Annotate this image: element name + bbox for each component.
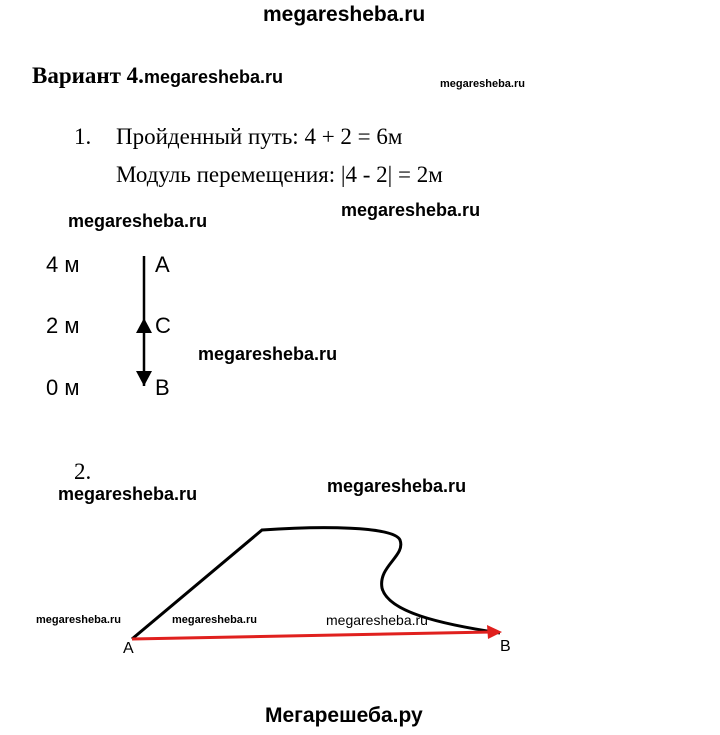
point-c-label: C bbox=[155, 313, 171, 338]
problem1-displacement: Модуль перемещения: |4 - 2| = 2м bbox=[116, 162, 443, 187]
variant-title-watermark: megaresheba.ru bbox=[143, 67, 283, 87]
problem2-watermark-left: megaresheba.ru bbox=[58, 484, 198, 504]
scale-label-0m: 0 м bbox=[46, 375, 80, 400]
problem1-watermark-right: megaresheba.ru bbox=[341, 200, 481, 220]
footer-site-watermark: Мегарешеба.ру bbox=[265, 704, 423, 727]
problem1-path-length: Пройденный путь: 4 + 2 = 6м bbox=[116, 124, 403, 149]
problem1-watermark-mid: megaresheba.ru bbox=[198, 344, 338, 364]
problem2-small-watermark-3: megaresheba.ru bbox=[326, 612, 428, 628]
problem1-number: 1. bbox=[74, 124, 92, 149]
problem2-number: 2. bbox=[74, 459, 92, 484]
point-a-label: A bbox=[155, 252, 170, 277]
problem2-watermark-right: megaresheba.ru bbox=[327, 476, 467, 496]
scale-label-2m: 2 м bbox=[46, 313, 80, 338]
displacement-arrowhead bbox=[487, 625, 502, 639]
problem2-small-watermark-2: megaresheba.ru bbox=[172, 614, 257, 626]
trajectory-point-b: B bbox=[500, 638, 511, 655]
point-b-label: B bbox=[155, 375, 170, 400]
problem2-small-watermark-1: megaresheba.ru bbox=[36, 614, 121, 626]
variant-title-text: Вариант 4. bbox=[32, 63, 144, 88]
scale-label-4m: 4 м bbox=[46, 252, 80, 277]
trajectory-point-a: A bbox=[123, 640, 134, 657]
displacement-vector bbox=[132, 632, 492, 639]
header-site-watermark: megaresheba.ru bbox=[263, 3, 426, 26]
problem1-watermark-left: megaresheba.ru bbox=[68, 211, 208, 231]
variant-side-watermark: megaresheba.ru bbox=[440, 78, 525, 90]
